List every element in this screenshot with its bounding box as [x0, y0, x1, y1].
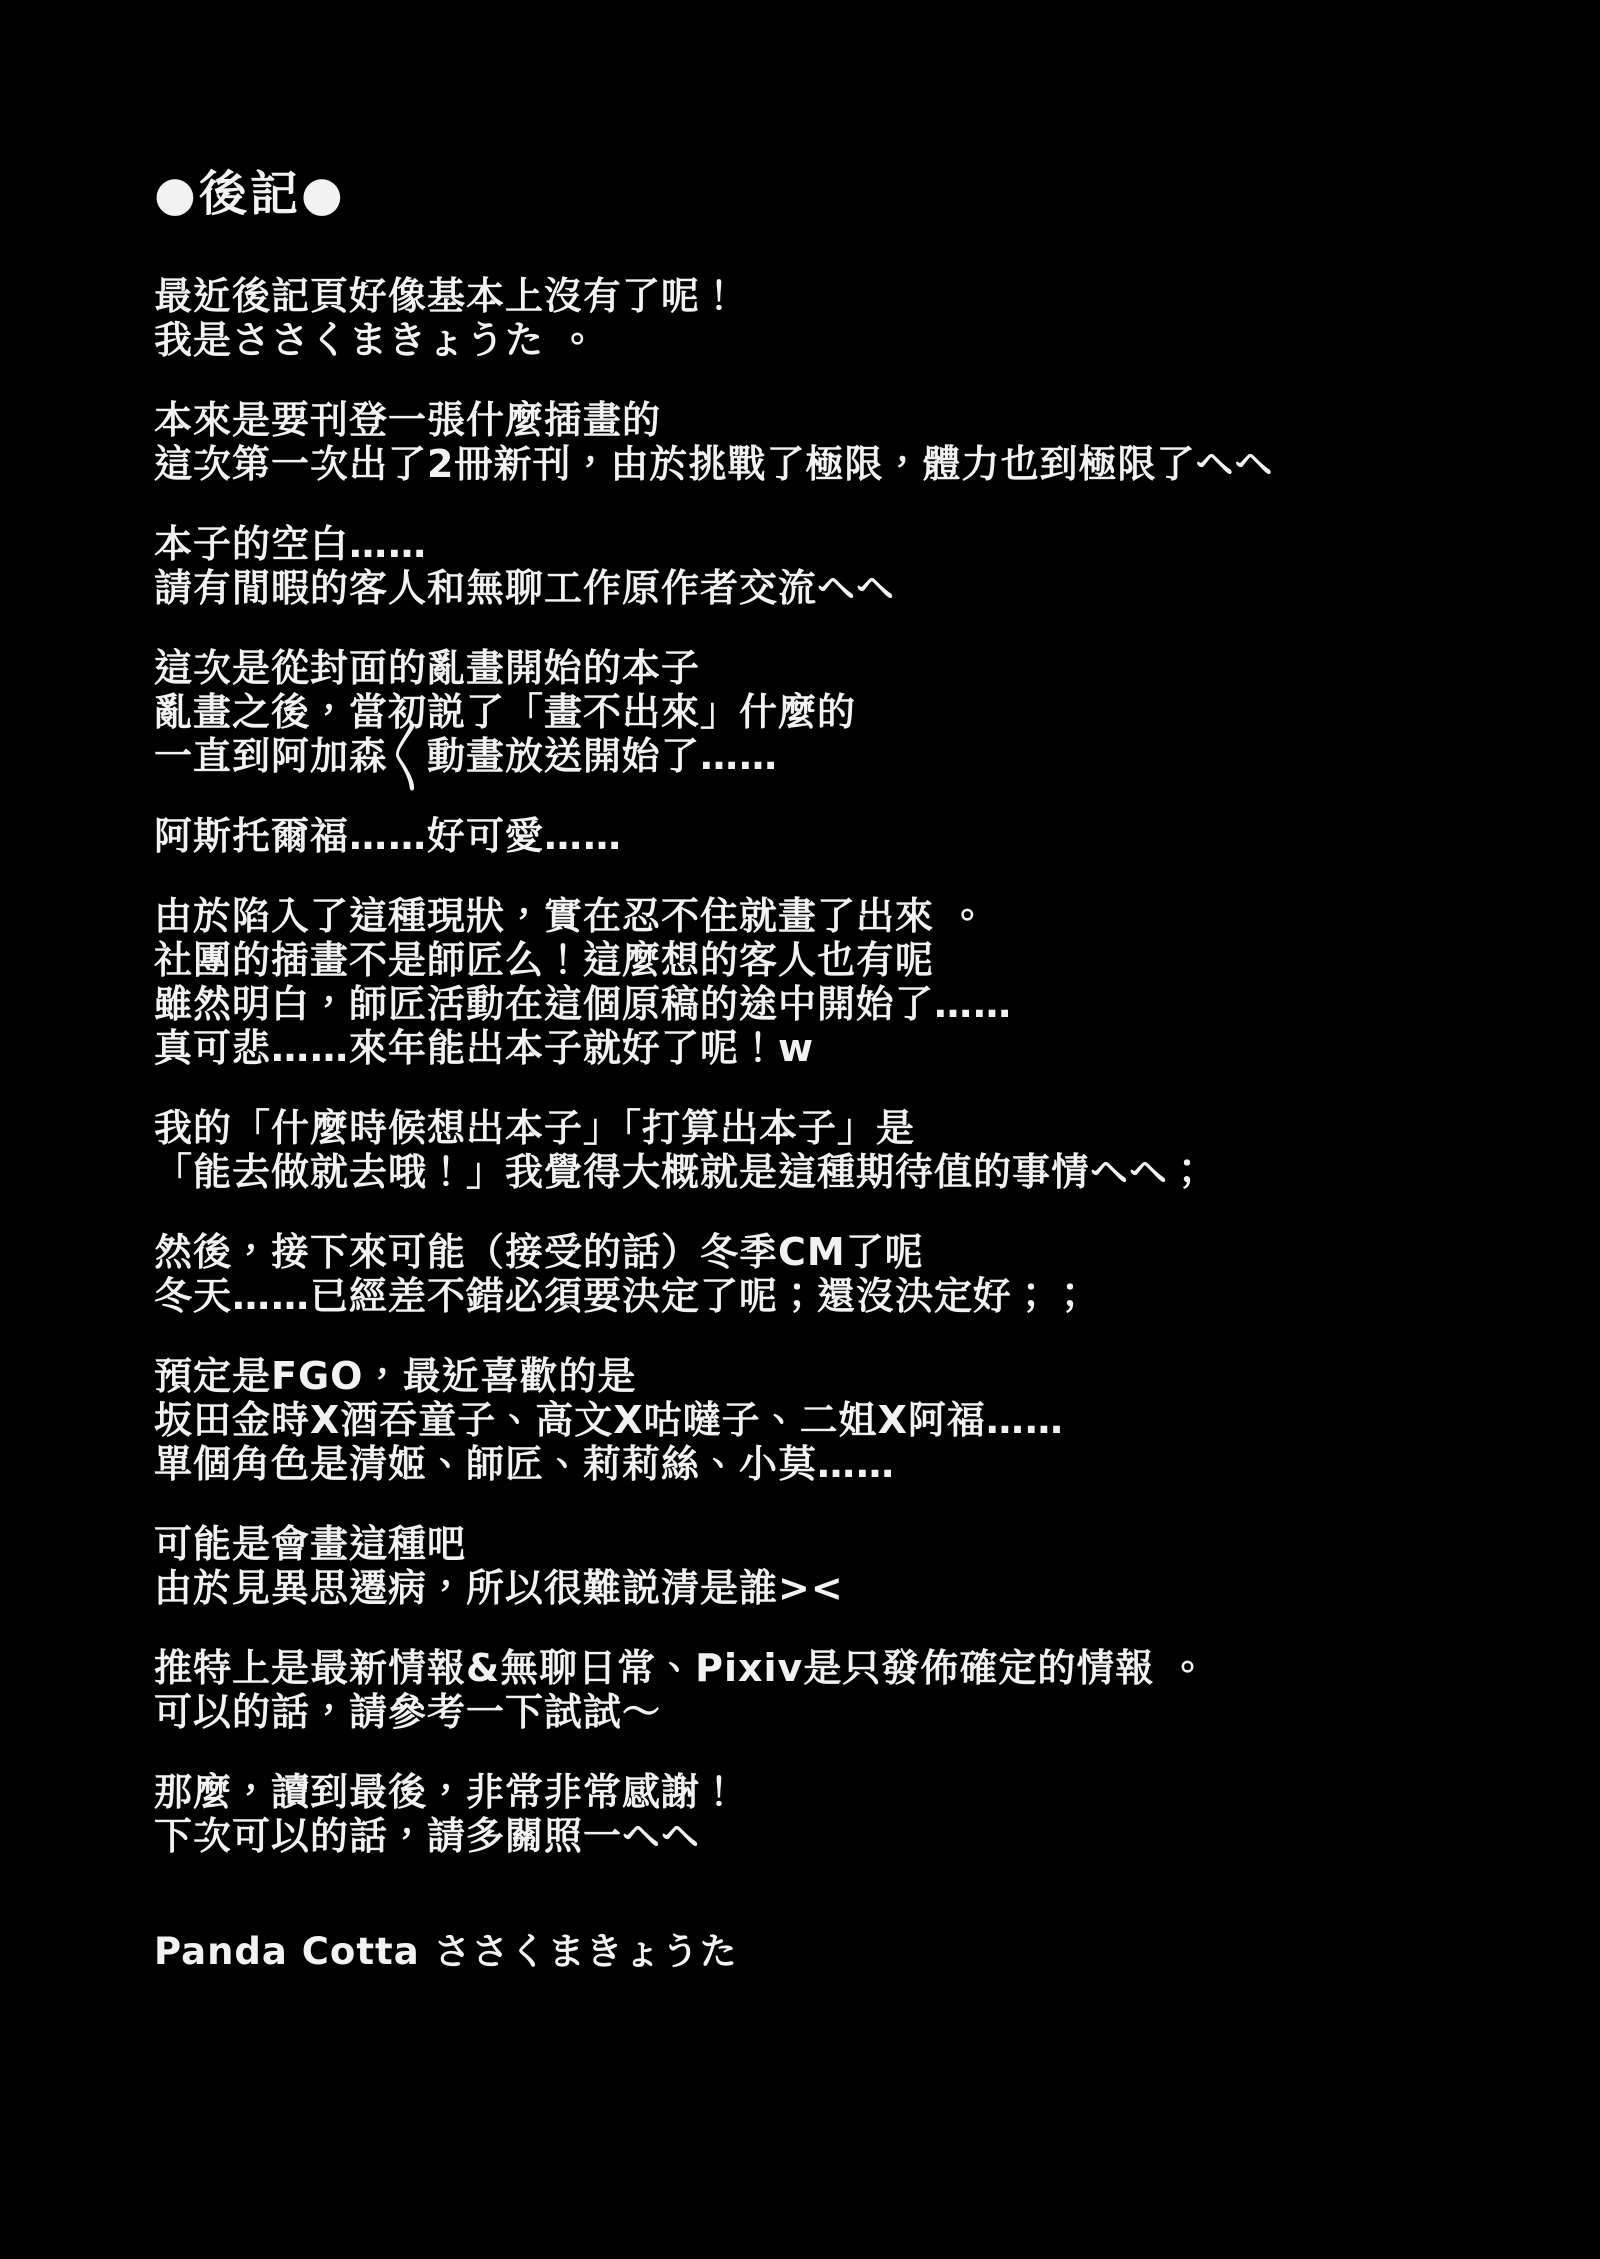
paragraph-astolfo — [154, 814, 1540, 858]
text-line: 「能去做就去哦！」我覺得大概就是這種期待值的事情ヘヘ； — [154, 1150, 1208, 1194]
text-line: 我的「什麼時候想出本子」「打算出本子」是 — [154, 1106, 916, 1150]
text-line: 本子的空白…… — [154, 522, 428, 566]
paragraph-intro — [154, 274, 1540, 362]
text-line: 這次是從封面的亂畫開始的本子 — [154, 646, 701, 690]
paragraph-thanks — [154, 1770, 1540, 1858]
paragraph-plans — [154, 1106, 1540, 1194]
paragraph-new-books — [154, 398, 1540, 486]
paragraph-blank-space — [154, 522, 1540, 610]
text-line: 社團的插畫不是師匠么！這麼想的客人也有呢 — [154, 938, 935, 982]
text-line: 冬天……已經差不錯必須要決定了呢；還沒決定好；； — [154, 1274, 1091, 1318]
text-line: 坂田金時X酒吞童子、高文X咕噠子、二姐X阿福…… — [154, 1398, 1064, 1442]
text-line: 最近後記頁好像基本上沒有了呢！ — [154, 274, 740, 318]
paragraph-twitter-pixiv — [154, 1646, 1540, 1734]
text-line: 請有閒暇的客人和無聊工作原作者交流ヘヘ — [154, 566, 896, 610]
text-line: 一直到阿加森〱動畫放送開始了…… — [154, 734, 779, 778]
afterword-title: ●後記● — [154, 166, 346, 222]
text-line: 由於見異思遷病，所以很難説清是誰>< — [154, 1566, 844, 1610]
paragraph-circumstances — [154, 894, 1540, 1070]
text-line: 推特上是最新情報&無聊日常、Pixiv是只發佈確定的情報 。 — [154, 1646, 1208, 1690]
text-line: 單個角色是清姬、師匠、莉莉絲、小莫…… — [154, 1442, 896, 1486]
text-line: 真可悲……來年能出本子就好了呢！w — [154, 1026, 815, 1070]
text-line: 本來是要刊登一張什麼插畫的 — [154, 398, 662, 442]
text-line: 可以的話，請參考一下試試〜 — [154, 1690, 662, 1734]
text-line: 預定是FGO，最近喜歡的是 — [154, 1354, 637, 1398]
text-line: 那麼，讀到最後，非常非常感謝！ — [154, 1770, 740, 1814]
afterword-content — [154, 168, 1540, 1974]
text-line: 這次第一次出了2冊新刊，由於挑戰了極限，體力也到極限了ヘヘ — [154, 442, 1274, 486]
paragraph-maybe-draw — [154, 1522, 1540, 1610]
text-line: 我是ささくまきょうた 。 — [154, 318, 598, 362]
text-line: 雖然明白，師匠活動在這個原稿的途中開始了…… — [154, 982, 1013, 1026]
paragraph-cover-doodle — [154, 646, 1540, 778]
paragraph-winter-cm — [154, 1230, 1540, 1318]
text-line: 下次可以的話，請多關照一ヘヘ — [154, 1814, 701, 1858]
paragraph-fgo-favorites — [154, 1354, 1540, 1486]
credit-line: Panda Cotta ささくまきょうた — [154, 1930, 738, 1973]
text-line: 然後，接下來可能（接受的話）冬季CM了呢 — [154, 1230, 924, 1274]
text-line: 阿斯托爾福……好可愛…… — [154, 814, 623, 858]
text-line: 亂畫之後，當初説了「畫不出來」什麼的 — [154, 690, 857, 734]
text-line: 可能是會畫這種吧 — [154, 1522, 467, 1566]
text-line: 由於陷入了這種現狀，實在忍不住就畫了出來 。 — [154, 894, 988, 938]
